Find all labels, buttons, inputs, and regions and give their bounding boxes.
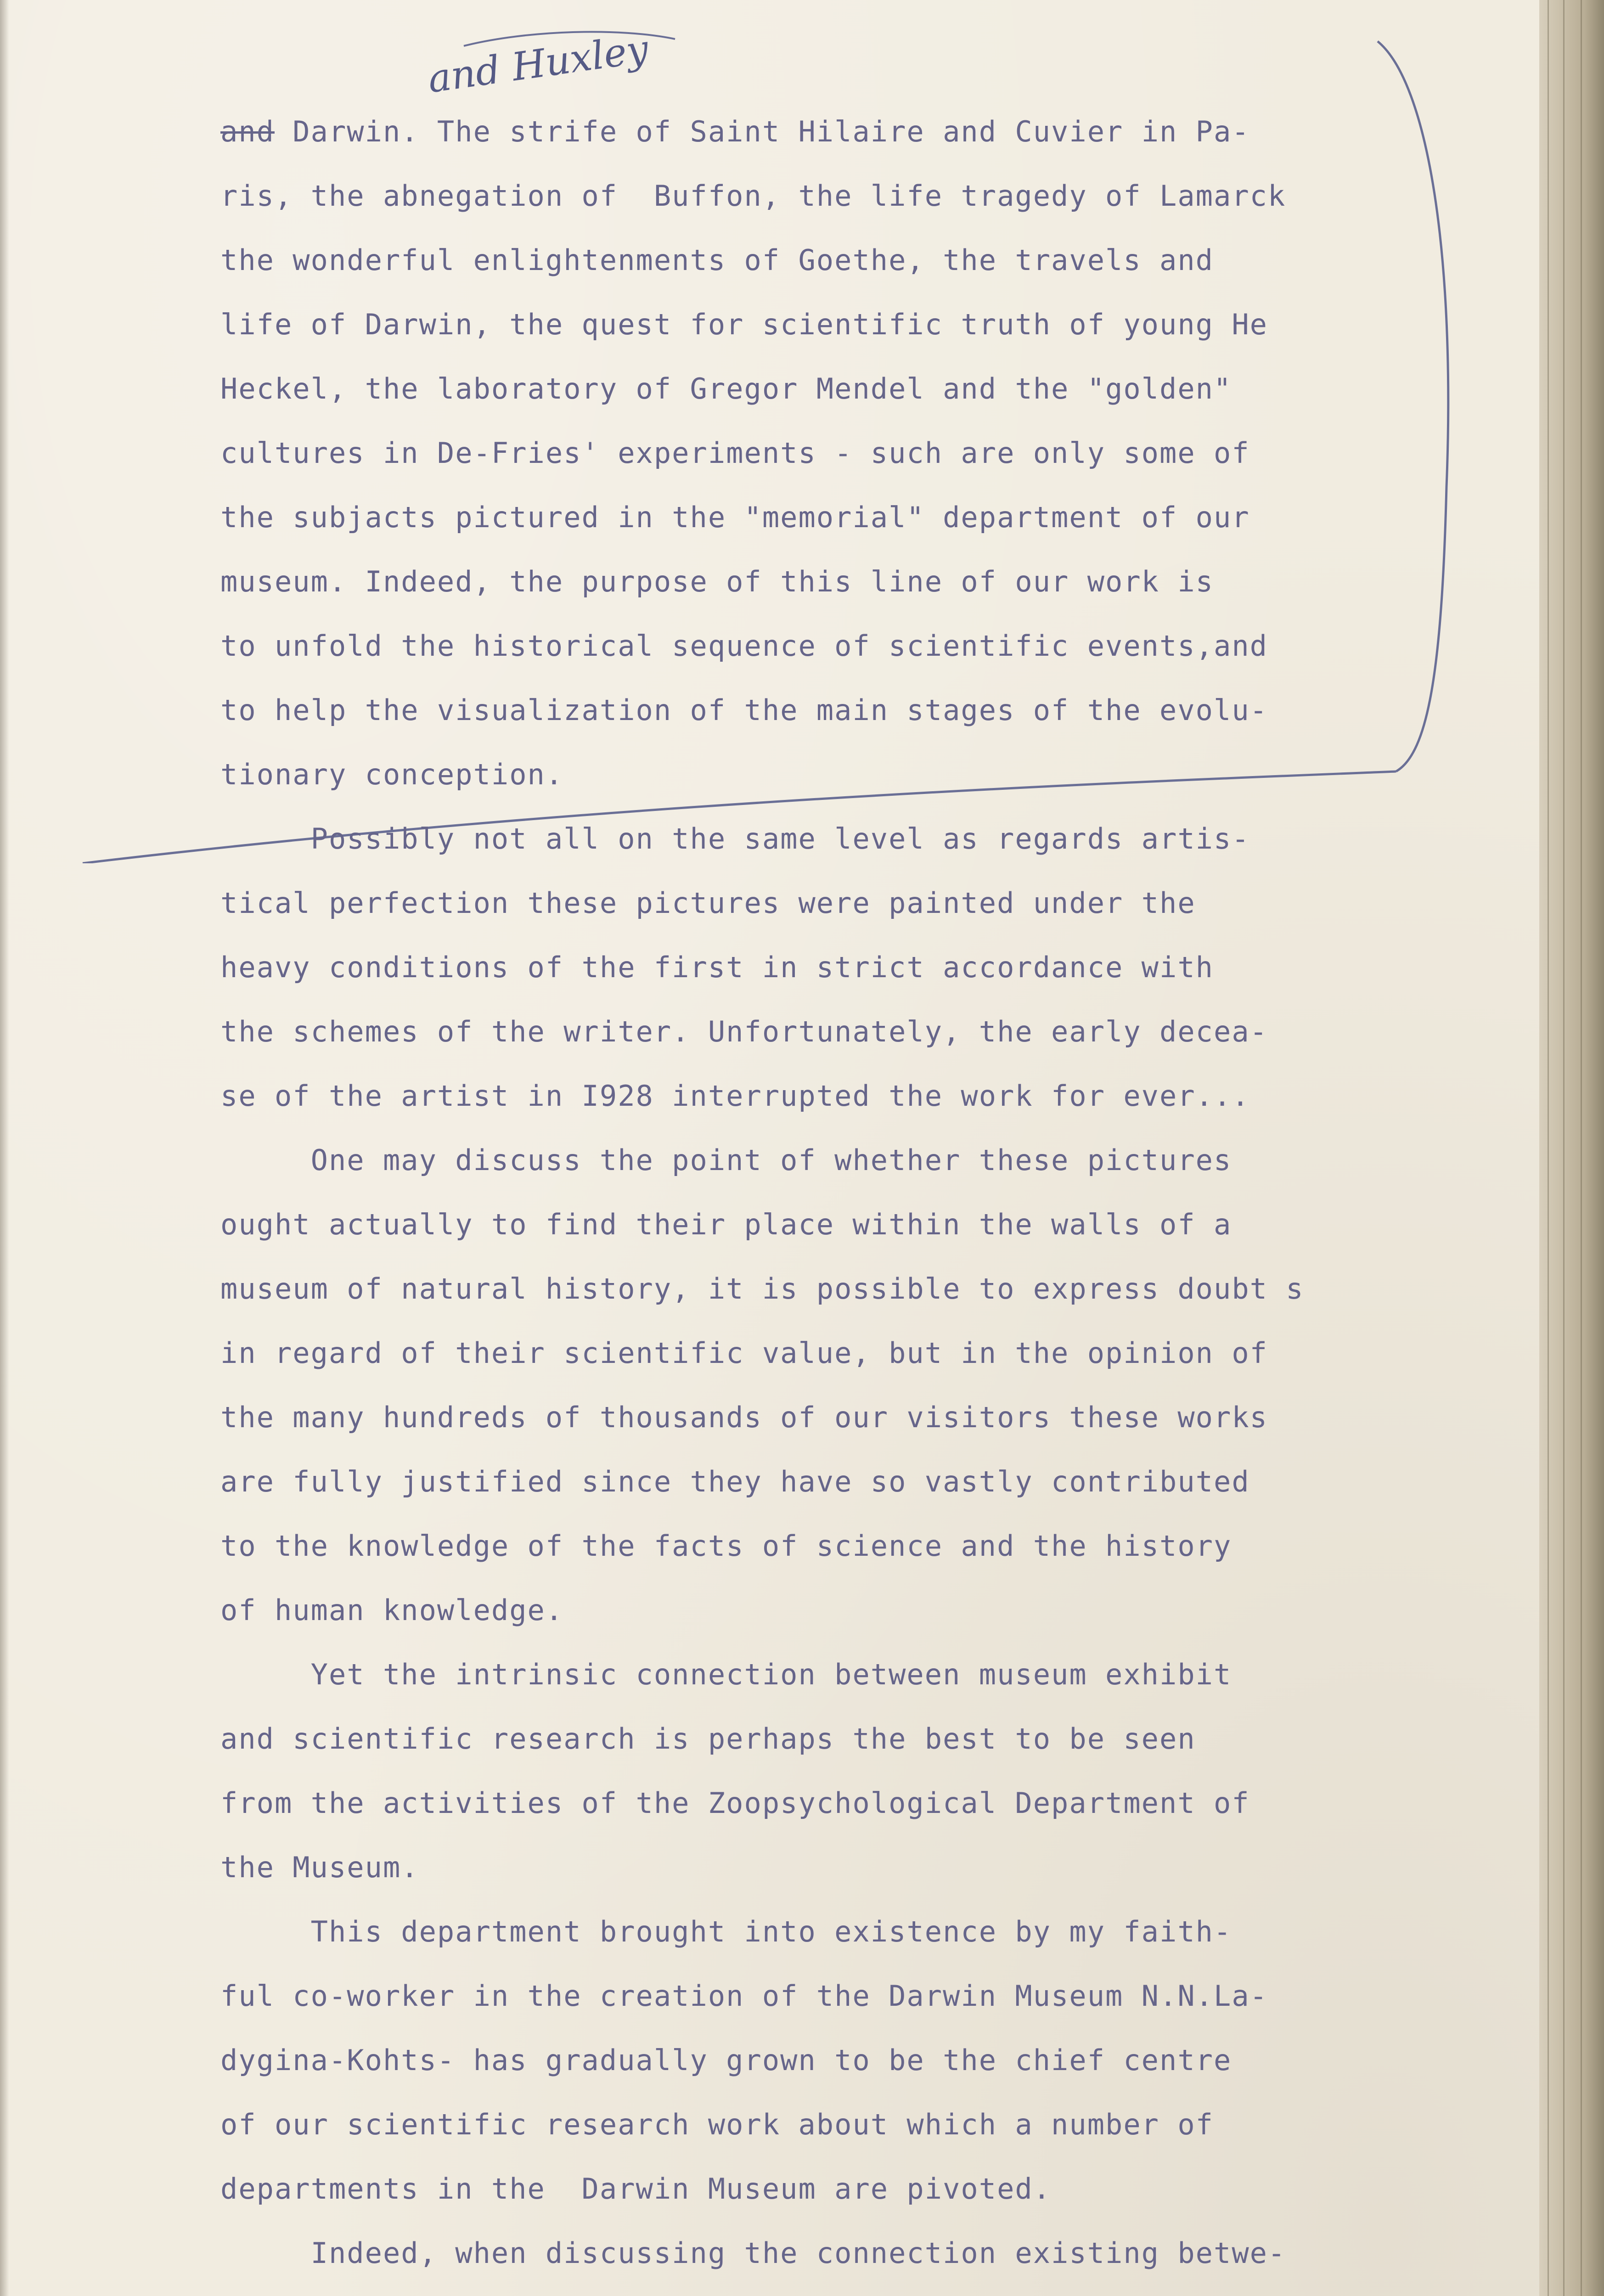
- text-line: the many hundreds of thousands of our visitors these works: [220, 1401, 1268, 1434]
- text-line: of our scientific research work about which a number of: [220, 2108, 1214, 2141]
- text-line: tionary conception.: [220, 758, 564, 791]
- page-edge-shadow: [0, 0, 9, 2296]
- page-edge-line: [1548, 0, 1549, 2296]
- text-line: dygina-Kohts- has gradually grown to be the chief centre: [220, 2043, 1232, 2077]
- text-line: heavy conditions of the first in strict accordance with: [220, 951, 1214, 984]
- text-line: the schemes of the writer. Unfortunately, the early decea-: [220, 1015, 1268, 1048]
- text-line: of human knowledge.: [220, 1593, 564, 1627]
- text-line: are fully justified since they have so vastly contributed: [220, 1465, 1250, 1498]
- text-line: Indeed, when discussing the connection existing betwe-: [220, 2236, 1286, 2270]
- text-line: departments in the Darwin Museum are pivoted.: [220, 2172, 1052, 2206]
- text-line: ful co-worker in the creation of the Darwin Museum N.N.La-: [220, 1979, 1268, 2013]
- text-line: from the activities of the Zoopsychological Department of: [220, 1786, 1250, 1820]
- text-line: Heckel, the laboratory of Gregor Mendel and the "golden": [220, 372, 1232, 405]
- text-line: One may discuss the point of whether these pictures: [220, 1143, 1232, 1177]
- text-line: and scientific research is perhaps the best to be seen: [220, 1722, 1196, 1756]
- text-line: museum of natural history, it is possible to express doubt s: [220, 1272, 1304, 1306]
- text-line: life of Darwin, the quest for scientific truth of young He: [220, 308, 1268, 341]
- page-edge-line: [1581, 0, 1582, 2296]
- text-line: tical perfection these pictures were painted under the: [220, 886, 1196, 920]
- text-line: This department brought into existence by my faith-: [220, 1915, 1232, 1948]
- text-line: museum. Indeed, the purpose of this line of our work is: [220, 565, 1214, 598]
- text-line: to unfold the historical sequence of scientific events,and: [220, 629, 1268, 663]
- page-edge-line: [1563, 0, 1565, 2296]
- text-line: to help the visualization of the main stages of the evolu-: [220, 693, 1268, 727]
- text-line: cultures in De-Fries' experiments - such are only some of: [220, 436, 1250, 470]
- text-line: and Darwin. The strife of Saint Hilaire and Cuvier in Pa-: [220, 115, 1250, 148]
- text-line: Possibly not all on the same level as regards artis-: [220, 822, 1250, 855]
- text-line: the wonderful enlightenments of Goethe, the travels and: [220, 243, 1214, 277]
- text-line: ought actually to find their place within the walls of a: [220, 1208, 1232, 1241]
- text-line: in regard of their scientific value, but in the opinion of: [220, 1336, 1268, 1370]
- text-line: Yet the intrinsic connection between museum exhibit: [220, 1658, 1232, 1691]
- text-line: se of the artist in I928 interrupted the work for ever...: [220, 1079, 1250, 1113]
- stacked-page-edges: [1539, 0, 1604, 2296]
- handwritten-insertion: and Huxley: [425, 26, 651, 102]
- text-line: to the knowledge of the facts of science and the history: [220, 1529, 1232, 1563]
- text-line: the Museum.: [220, 1851, 419, 1884]
- text-line: the subjacts pictured in the "memorial" department of our: [220, 501, 1250, 534]
- text-line: ris, the abnegation of Buffon, the life tragedy of Lamarck: [220, 179, 1286, 213]
- struck-word: and: [220, 115, 275, 148]
